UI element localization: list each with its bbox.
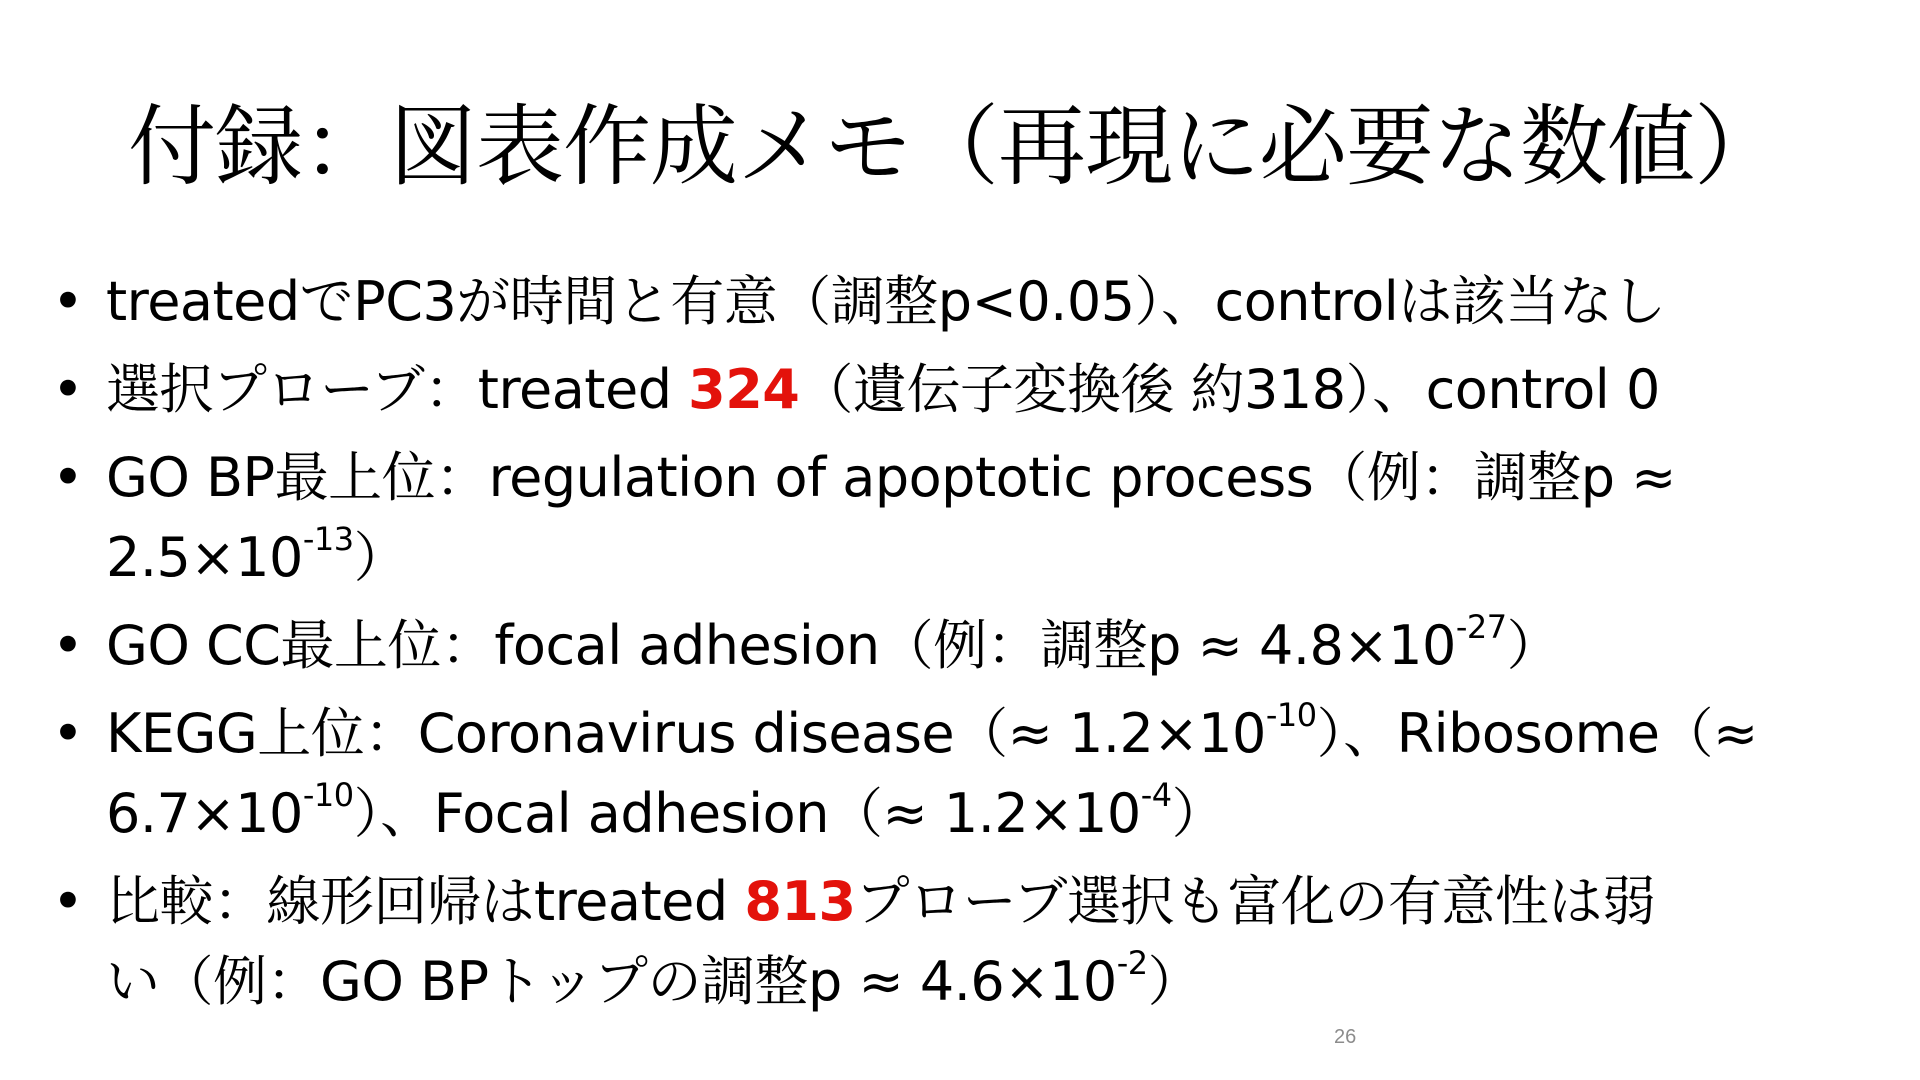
bullet-dot-icon: • bbox=[52, 358, 84, 421]
bullet-text-pre: 2.5×10 bbox=[106, 526, 303, 589]
bullet-text-pre: 選択プローブ：treated bbox=[106, 358, 689, 421]
bullet-item-3 bbox=[48, 438, 1898, 598]
bullet-text-pre: い（例：GO BPトップの調整p ≈ 4.6×10 bbox=[106, 950, 1117, 1013]
bullet-text-post: ）、Ribosome（≈ bbox=[1316, 702, 1758, 765]
bullet-item-1 bbox=[48, 262, 1898, 342]
bullet-line bbox=[106, 606, 1898, 686]
bullet-text-pre: KEGG上位：Coronavirus disease（≈ 1.2×10 bbox=[106, 702, 1266, 765]
bullet-dot-icon: • bbox=[52, 270, 84, 333]
highlight-number: 813 bbox=[744, 870, 856, 933]
bullet-text-post: プローブ選択も富化の有意性は弱 bbox=[855, 870, 1656, 933]
exponent: -13 bbox=[302, 520, 354, 558]
bullet-item-5 bbox=[48, 694, 1898, 854]
exponent: -4 bbox=[1140, 776, 1172, 814]
bullet-text-post: ） bbox=[1506, 614, 1561, 677]
page-number: 26 bbox=[1334, 1026, 1357, 1048]
bullet-item-4 bbox=[48, 606, 1898, 686]
highlight-number: 324 bbox=[688, 358, 800, 421]
bullet-line-1: GO BP最上位：regulation of apoptotic process（例：調整p ≈ bbox=[106, 446, 1676, 509]
bullet-dot-icon: • bbox=[52, 446, 84, 509]
bullet-item-6 bbox=[48, 862, 1898, 1022]
bullet-text-pre: 比較：線形回帰はtreated bbox=[106, 870, 745, 933]
bullet-dot-icon: • bbox=[52, 870, 84, 933]
bullet-line-2 bbox=[106, 518, 1898, 598]
bullet-line-1 bbox=[106, 694, 1898, 774]
bullet-text-post: ） bbox=[1147, 950, 1202, 1013]
bullet-text: treatedでPC3が時間と有意（調整p<0.05）、controlは該当なし bbox=[106, 270, 1666, 333]
bullet-dot-icon: • bbox=[52, 702, 84, 765]
exponent: -10 bbox=[302, 776, 354, 814]
bullet-line-1 bbox=[106, 862, 1898, 942]
bullet-item-2 bbox=[48, 350, 1898, 430]
bullet-dot-icon: • bbox=[52, 614, 84, 677]
bullet-line bbox=[106, 350, 1898, 430]
bullet-text-b: ）、Focal adhesion（≈ 1.2×10 bbox=[353, 782, 1141, 845]
exponent: -27 bbox=[1455, 608, 1507, 646]
bullet-line-2 bbox=[106, 774, 1898, 854]
bullet-text-post: （遺伝子変換後 約318）、control 0 bbox=[799, 358, 1660, 421]
bullet-text-pre: GO CC最上位：focal adhesion（例：調整p ≈ 4.8×10 bbox=[106, 614, 1456, 677]
bullet-text-post: ） bbox=[353, 526, 408, 589]
bullet-list bbox=[48, 262, 1898, 1030]
bullet-line-2 bbox=[106, 942, 1898, 1022]
bullet-text-a: 6.7×10 bbox=[106, 782, 303, 845]
slide-title: 付録：図表作成メモ（再現に必要な数値） bbox=[128, 95, 1782, 198]
exponent: -10 bbox=[1265, 696, 1317, 734]
exponent: -2 bbox=[1116, 944, 1148, 982]
bullet-text-c: ） bbox=[1171, 782, 1226, 845]
